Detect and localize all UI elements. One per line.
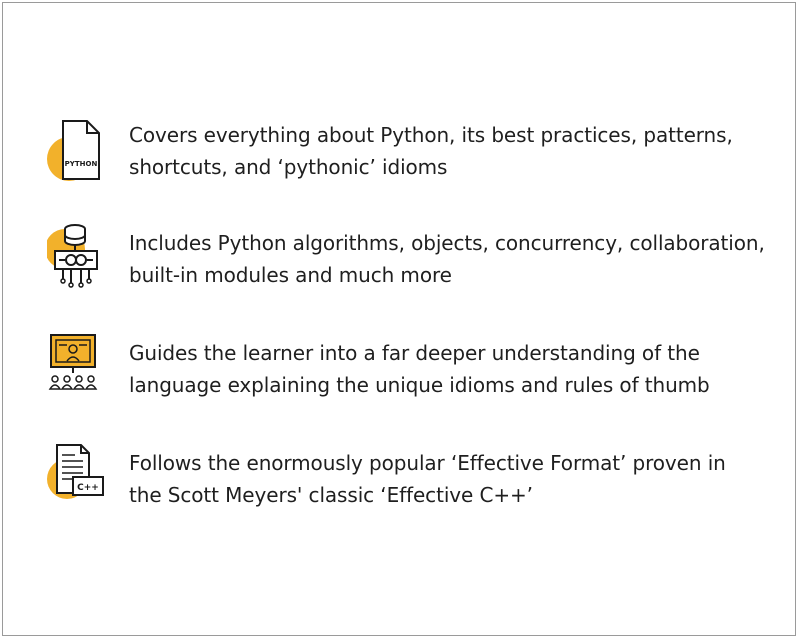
feature-line: Guides the learner into a far deeper understanding of the <box>129 341 700 365</box>
feature-line: Includes Python algorithms, objects, concurrency, collaboration, <box>129 231 765 255</box>
database-circuit-icon <box>47 221 109 293</box>
cpp-icon-label: C++ <box>77 483 99 493</box>
feature-text <box>129 447 777 511</box>
feature-line: built-in modules and much more <box>129 263 452 287</box>
presentation-audience-icon <box>47 331 109 403</box>
feature-text <box>129 337 777 401</box>
feature-line: the Scott Meyers' classic ‘Effective C++’ <box>129 483 533 507</box>
python-icon-label: PYTHON <box>64 160 98 168</box>
feature-line: shortcuts, and ‘pythonic’ idioms <box>129 155 448 179</box>
feature-text <box>129 227 777 291</box>
python-file-icon <box>47 113 109 185</box>
feature-item-learner <box>47 331 777 411</box>
feature-item-algorithms <box>47 221 777 301</box>
feature-line: Follows the enormously popular ‘Effective Format’ proven in <box>129 451 726 475</box>
feature-line: language explaining the unique idioms and rules of thumb <box>129 373 710 397</box>
feature-line: Covers everything about Python, its best practices, patterns, <box>129 123 733 147</box>
feature-card <box>2 2 796 636</box>
cpp-document-icon <box>47 441 109 513</box>
feature-text <box>129 119 777 183</box>
feature-item-python <box>47 113 777 193</box>
feature-item-effective-format <box>47 441 777 521</box>
